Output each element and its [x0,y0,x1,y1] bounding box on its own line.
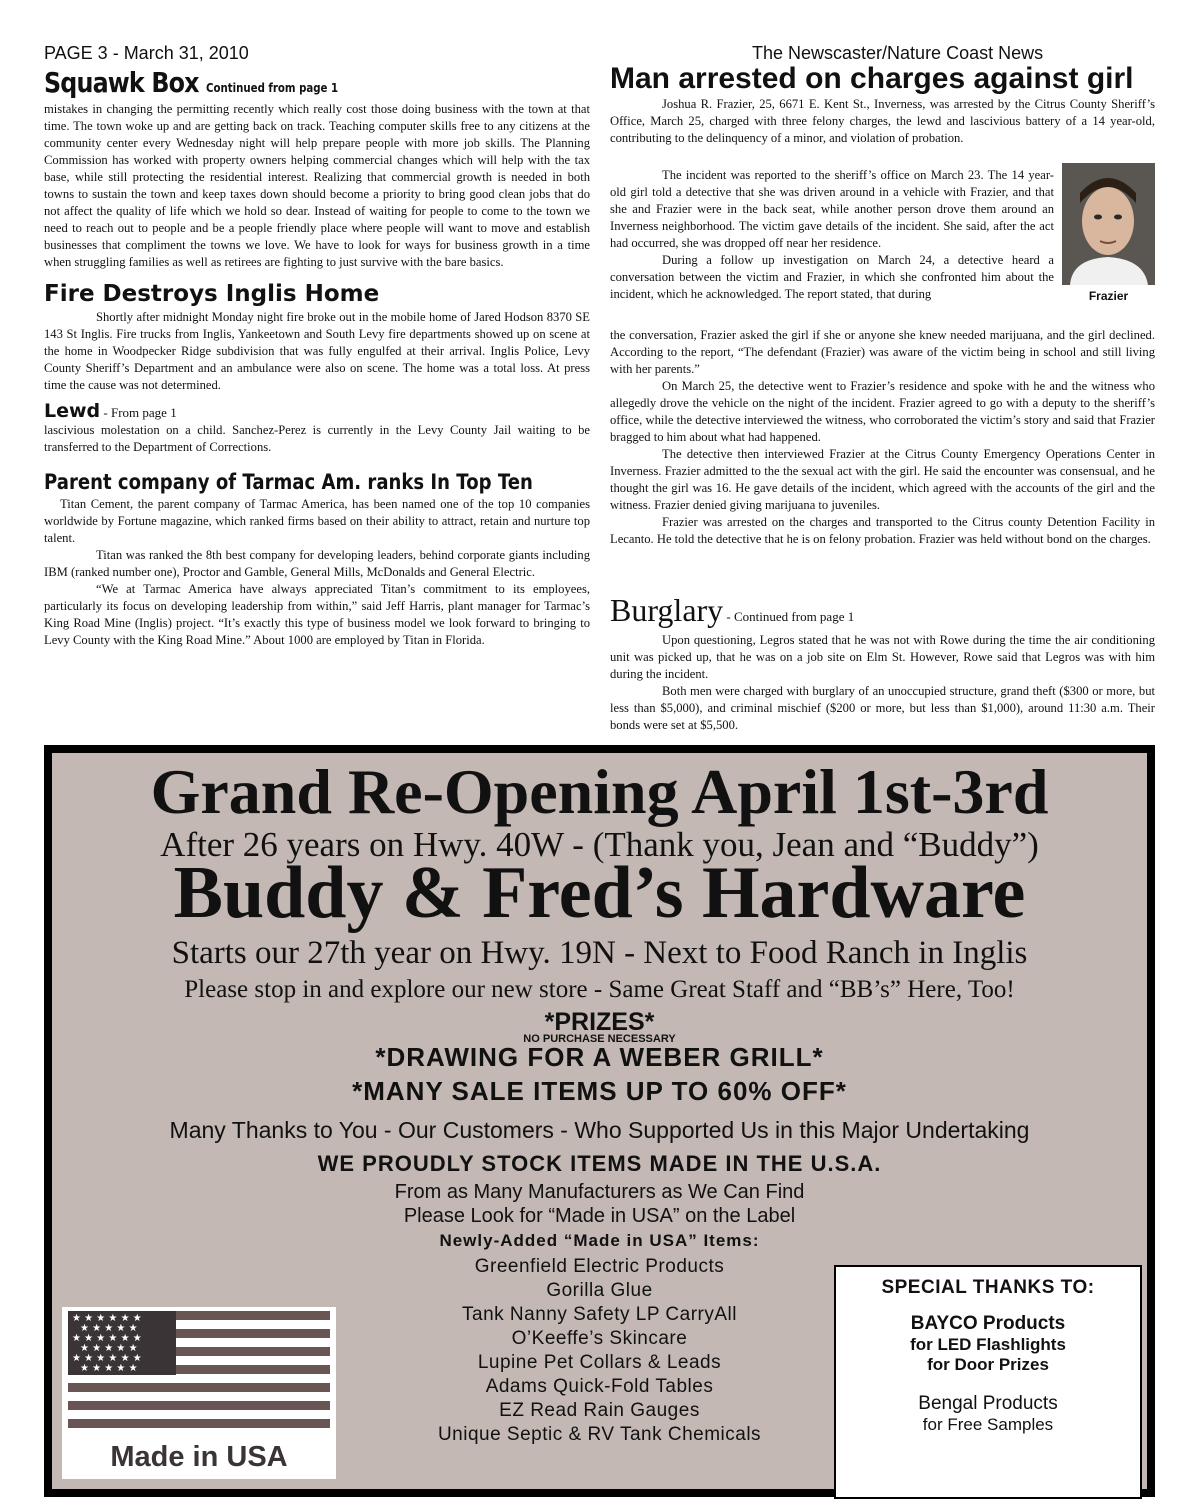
squawk-title: Squawk Box [44,66,199,99]
ad-stop-in: Please stop in and explore our new store - Same Great Staff and “BB’s” Here, Too! [184,976,1015,1003]
burglary-p1: Upon questioning, Legros stated that he was not with Rowe during the time the air conditioning unit was picked up, that he was on a job site on Elm St. However, Rowe said that Legros was with him during the incident. [610,633,1155,681]
ad-item: Tank Nanny Safety LP CarryAll [462,1304,737,1325]
svg-text:★ ★ ★ ★ ★ ★: ★ ★ ★ ★ ★ ★ [72,1313,142,1324]
arrest-p6: Frazier was arrested on the charges and transported to the Citrus county Detention Facility in Lecanto. He told the detective that he is on felony probation. Frazier was held without bond on the charges. [610,515,1155,546]
ad-item: Lupine Pet Collars & Leads [477,1352,722,1373]
lewd-title: Lewd [44,400,101,422]
hardware-ad [44,745,1155,1497]
special-thanks-title: SPECIAL THANKS TO: [881,1277,1095,1298]
special-thanks-line2: for LED Flashlights [910,1335,1066,1354]
arrest-p2: The incident was reported to the sheriff’s office on March 23. The 14 year-old girl told a detective that she was driven around in a vehicle with Frazier, and that she and Frazier were in the back seat, while another person drove them around an Inverness neighborhood. The victim gave details of the incident. She said, after the act had occurred, she was dropped off near her residence. [610,168,1054,250]
tarmac-heading [44,470,590,496]
photo-caption: Frazier [1088,289,1129,303]
ad-item: Greenfield Electric Products [474,1256,725,1277]
made-in-usa-label: Made in USA [110,1441,288,1473]
squawk-text: mistakes in changing the permitting recently which really cost those doing business with the town at that time. The town woke up and are getting back on track. Teaching computer skills free to any citizens at the community center every Wednesday night will help prepare people with more job skills. The Planning Commission has worked with property owners helping commercial changes which will help with the tax base, while still protecting the residential interest. Realizing that commercial growth is needed in both towns to sustain the town and keep taxes down should become a priority to bring good clean jobs that do not affect the quality of life which we hold so dear. Instead of waiting for people to come to the town we need to reach out to people and be a people friendly place where people will want to move and establish businesses that compliment the towns we love. We have to look for ways for business growth in a time when struggling families as well as retirees are fighting to just survive with the bare basics. [44,102,590,269]
arrest-p1-text: Joshua R. Frazier, 25, 6671 E. Kent St., Inverness, was arrested by the Citrus County Sheriff’s Office, March 25, charged with three felony charges, the lewd and lascivious battery of a 14 year-old, contributing to the delinquency of a minor, and violation of probation. [610,97,1155,145]
frazier-photo [1062,163,1155,285]
page-date: PAGE 3 - March 31, 2010 [44,43,249,63]
special-thanks-line3: for Door Prizes [927,1355,1049,1374]
burglary-heading [610,592,854,629]
ad-store-name: Buddy & Fred’s Hardware [173,852,1026,934]
ad-prizes: *PRIZES* [544,1008,655,1036]
ad-item: O’Keeffe’s Skincare [511,1328,688,1349]
tarmac-title: Parent company of Tarmac Am. ranks In Top Ten [44,470,533,494]
arrest-p1 [610,96,1155,147]
ad-item: EZ Read Rain Gauges [499,1400,700,1421]
arrest-rest [610,327,1155,548]
special-thanks-line5: for Free Samples [922,1415,1054,1434]
tarmac-p2: Titan was ranked the 8th best company for developing leaders, behind corporate giants including IBM (ranked number one), Proctor and Gamble, General Mills, McDonalds and General Electric. [44,548,590,579]
tarmac-article [44,496,590,649]
ad-item: Unique Septic & RV Tank Chemicals [437,1424,762,1445]
svg-text:★ ★ ★ ★ ★: ★ ★ ★ ★ ★ [80,1363,138,1374]
lewd-text: lascivious molestation on a child. Sanchez-Perez is currently in the Levy County Jail waiting to be transferred to the Department of Corrections. [44,423,590,454]
arrest-wrap-section [610,167,1054,303]
special-thanks-line4: Bengal Products [918,1393,1058,1414]
ad-background [52,753,1147,1489]
ad-newly-added: Newly-Added “Made in USA” Items: [439,1231,760,1250]
flag-icon [62,1307,336,1437]
ad-proudly: WE PROUDLY STOCK ITEMS MADE IN THE U.S.A. [317,1151,882,1176]
ad-manufacturers: From as Many Manufacturers as We Can Find [394,1181,805,1203]
ad-thanks-line: After 26 years on Hwy. 40W - (Thank you, Jean and “Buddy”) [160,825,1039,864]
squawk-continued: Continued from page 1 [205,81,339,95]
ad-look-for: Please Look for “Made in USA” on the Label [403,1205,796,1227]
lewd-heading [44,400,590,422]
ad-drawing: *DRAWING FOR A WEBER GRILL* [375,1042,824,1072]
fire-text: Shortly after midnight Monday night fire broke out in the mobile home of Jared Hodson 8370 SE 143 St Inglis. Fire trucks from Inglis, Yankeetown and South Levy fire departments showed up on scene at the home in Woodpecker Ridge subdivision that was fully engulfed at their arrival. Inglis Police, Levy County Sheriff’s Department and an ambulance were also on scene. The home was a total loss. At press time the cause was not determined. [44,310,590,392]
mugshot-image [1062,163,1155,285]
svg-text:★ ★ ★ ★ ★: ★ ★ ★ ★ ★ [80,1323,138,1334]
squawk-heading [44,66,590,104]
lewd-from: - From page 1 [100,405,177,420]
ad-item: Adams Quick-Fold Tables [485,1376,714,1397]
ad-starts: Starts our 27th year on Hwy. 19N - Next to Food Ranch in Inglis [171,935,1028,971]
special-thanks-line1: BAYCO Products [910,1313,1066,1334]
arrest-p3b: the conversation, Frazier asked the girl if she or anyone she knew needed marijuana, and the girl declined. According to the report, “The defendant (Frazier) was aware of the victim being in school and still living with her parents.” [610,328,1155,376]
burglary-p2: Both men were charged with burglary of an unoccupied structure, grand theft ($300 or more, but less than $5,000), and criminal mischief ($200 or more, but less than $1,000), around 11:30 a.m. Their bonds were set at $5,500. [610,684,1155,732]
svg-text:★ ★ ★ ★ ★ ★: ★ ★ ★ ★ ★ ★ [72,1353,142,1364]
arrest-p3a: During a follow up investigation on March 24, a detective heard a conversation between the victim and Frazier, in which she confronted him about the incident, which he acknowledged. The report stated, that during [610,253,1054,301]
arrest-p4: On March 25, the detective went to Frazier’s residence and spoke with he and the witness who allegedly drove the vehicle on the night of the incident. Frazier agreed to go with a deputy to the sheriff’s office, while the detective interviewed the witness, who corroborated the victim’s story and said that Frazier bragged to him about what had happened. [610,379,1155,444]
ad-sale: *MANY SALE ITEMS UP TO 60% OFF* [352,1076,847,1106]
tarmac-p1: Titan Cement, the parent company of Tarmac America, has been named one of the top 10 companies worldwide by Fortune magazine, which ranked firms based on their ability to attract, retain and nurture top talent. [44,497,590,545]
burglary-from: - Continued from page 1 [723,609,855,624]
tarmac-p3: “We at Tarmac America have always appreciated Titan’s commitment to its employees, particularly its focus on developing leadership from within,” said Jeff Harris, plant manager for Tarmac’s King Road Mine (Inglis) project. “It’s exactly this type of business model we look forward to bringing to Levy County with the King Road Mine.” About 1000 are employed by Titan in Florida. [44,582,590,647]
left-column [44,66,590,649]
svg-text:★ ★ ★ ★ ★: ★ ★ ★ ★ ★ [80,1343,138,1354]
made-in-usa-badge [62,1307,336,1479]
ad-many-thanks: Many Thanks to You - Our Customers - Who Supported Us in this Major Undertaking [169,1117,1030,1143]
paper-name: The Newscaster/Nature Coast News [752,43,1044,63]
fire-title: Fire Destroys Inglis Home [44,281,380,307]
ad-item: Gorilla Glue [546,1280,653,1301]
svg-text:★ ★ ★ ★ ★ ★: ★ ★ ★ ★ ★ ★ [72,1333,142,1344]
ad-headline: Grand Re-Opening April 1st-3rd [150,756,1049,827]
burglary-article [610,632,1155,734]
arrest-p5: The detective then interviewed Frazier at the Citrus County Emergency Operations Center in Inverness. Frazier admitted to the the sexual act with the girl. He said the encounter was consensual, and he thought the girl was 16. He gave details of the incident, which agreed with the accounts of the girl and the witness. Frazier denied giving marijuana to juveniles. [610,447,1155,512]
burglary-title: Burglary [610,592,724,628]
ad-no-purchase: NO PURCHASE NECESSARY [523,1033,676,1045]
special-thanks-box [834,1265,1142,1499]
arrest-title: Man arrested on charges against girl [610,62,1134,95]
